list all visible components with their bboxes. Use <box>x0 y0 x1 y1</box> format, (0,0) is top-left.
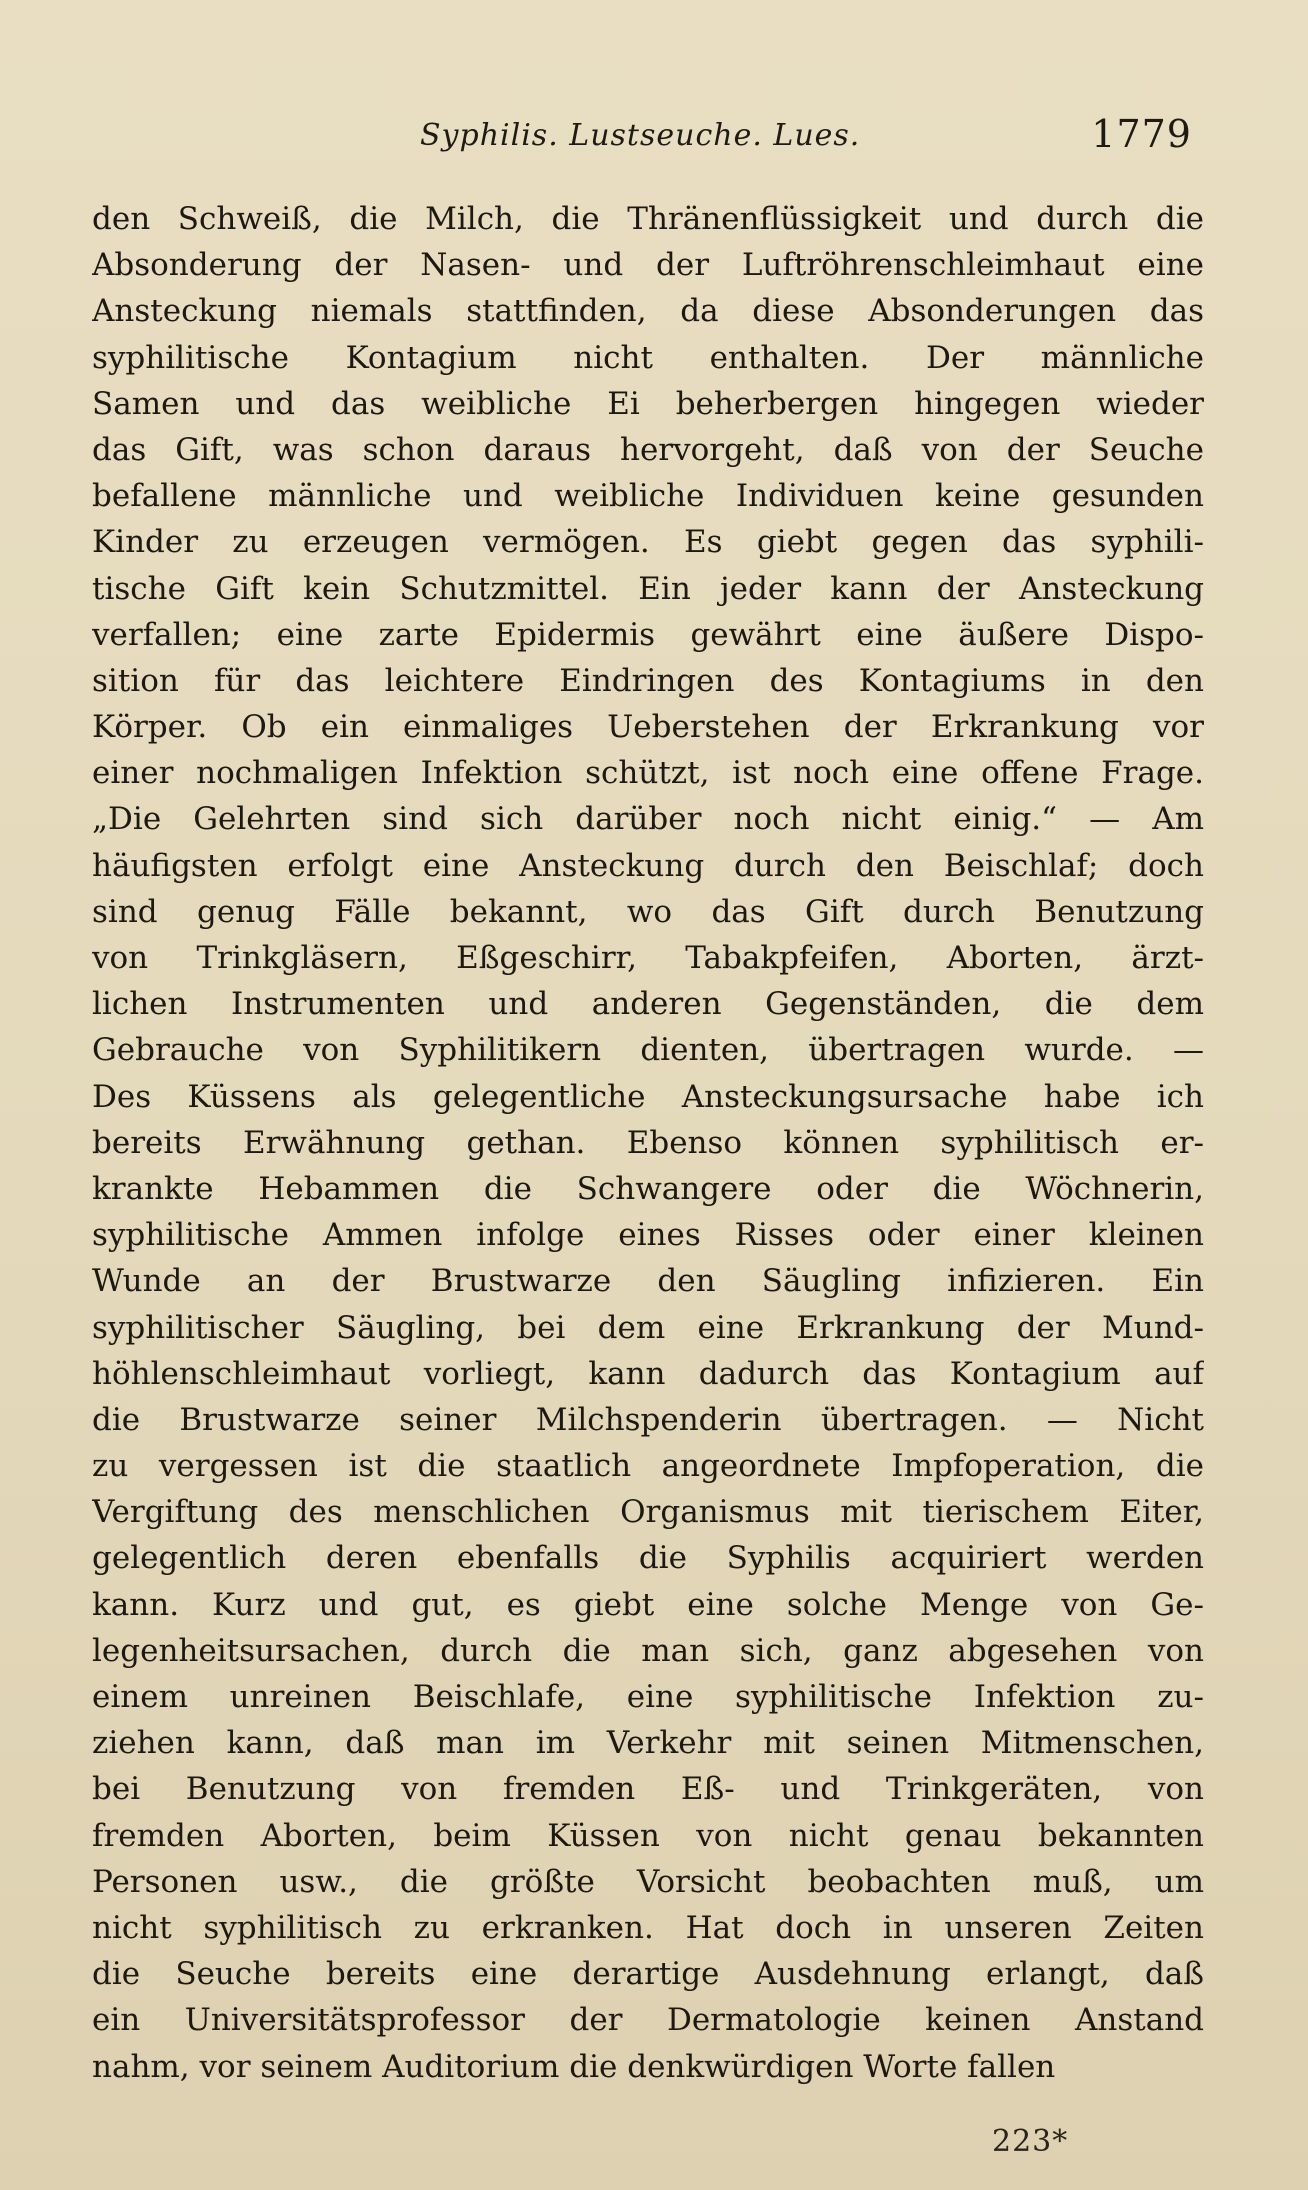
text-line: von Trinkgläsern, Eßgeschirr, Tabakpfeifen, Aborten, ärzt- <box>92 940 1204 976</box>
text-line: höhlenschleimhaut vorliegt, kann dadurch das Kontagium auf <box>92 1355 1204 1392</box>
text-line: syphilitische Kontagium nicht enthalten. Der männliche <box>92 339 1204 376</box>
text-line: zu vergessen ist die staatlich angeordnete Impfoperation, die <box>92 1448 1204 1485</box>
text-line: krankte Hebammen die Schwangere oder die Wöchnerin, <box>92 1170 1204 1207</box>
text-line: Kinder zu erzeugen vermögen. Es giebt gegen das syphili- <box>92 524 1204 561</box>
text-line: Ansteckung niemals stattfinden, da diese Absonderungen das <box>92 293 1204 330</box>
text-line: bei Benutzung von fremden Eß- und Trinkgeräten, von <box>92 1771 1204 1808</box>
text-line: Samen und das weibliche Ei beherbergen hingegen wieder <box>92 385 1204 422</box>
text-line: nahm, vor seinem Auditorium die denkwürdigen Worte fallen <box>92 2048 1056 2085</box>
text-line: fremden Aborten, beim Küssen von nicht genau bekannten <box>92 1817 1204 1854</box>
text-line: ziehen kann, daß man im Verkehr mit seinen Mitmenschen, <box>92 1725 1204 1762</box>
text-line: Gebrauche von Syphilitikern dienten, übertragen wurde. — <box>92 1032 1204 1069</box>
text-line: verfallen; eine zarte Epidermis gewährt eine äußere Dispo- <box>92 616 1204 653</box>
text-line: die Seuche bereits eine derartige Ausdehnung erlangt, daß <box>92 1956 1204 1993</box>
text-line: den Schweiß, die Milch, die Thränenflüssigkeit und durch die <box>92 201 1204 237</box>
text-line: Wunde an der Brustwarze den Säugling infizieren. Ein <box>92 1263 1204 1300</box>
text-line: Körper. Ob ein einmaliges Ueberstehen der Erkrankung vor <box>92 709 1204 746</box>
text-line: häufigsten erfolgt eine Ansteckung durch den Beischlaf; doch <box>92 847 1204 884</box>
text-line: sition für das leichtere Eindringen des Kontagiums in den <box>92 662 1204 699</box>
body-text <box>92 196 1204 2090</box>
text-line: gelegentlich deren ebenfalls die Syphilis acquiriert werden <box>92 1540 1204 1577</box>
text-line: bereits Erwähnung gethan. Ebenso können syphilitisch er- <box>92 1124 1204 1161</box>
text-line: Absonderung der Nasen- und der Luftröhrenschleimhaut eine <box>92 247 1204 284</box>
text-line: Personen usw., die größte Vorsicht beobachten muß, um <box>92 1863 1204 1900</box>
text-line: Des Küssens als gelegentliche Ansteckungsursache habe ich <box>92 1078 1204 1115</box>
text-line: ein Universitätsprofessor der Dermatologie keinen Anstand <box>92 2002 1204 2039</box>
text-line: die Brustwarze seiner Milchspenderin übertragen. — Nicht <box>92 1401 1204 1438</box>
text-line: das Gift, was schon daraus hervorgeht, daß von der Seuche <box>92 431 1204 468</box>
text-line: kann. Kurz und gut, es giebt eine solche Menge von Ge- <box>92 1586 1204 1623</box>
page-header <box>92 112 1202 172</box>
text-line: legenheitsursachen, durch die man sich, ganz abgesehen von <box>92 1632 1204 1669</box>
text-line: sind genug Fälle bekannt, wo das Gift durch Benutzung <box>92 893 1204 930</box>
text-line: befallene männliche und weibliche Individuen keine gesunden <box>92 478 1204 515</box>
text-line: syphilitische Ammen infolge eines Risses oder einer kleinen <box>92 1217 1204 1254</box>
text-line: Vergiftung des menschlichen Organismus mit tierischem Eiter, <box>92 1494 1204 1531</box>
text-line: einem unreinen Beischlafe, eine syphilitische Infektion zu- <box>92 1679 1204 1715</box>
text-line: nicht syphilitisch zu erkranken. Hat doch in unseren Zeiten <box>92 1909 1204 1946</box>
text-line: einer nochmaligen Infektion schützt, ist noch eine offene Frage. <box>92 755 1204 792</box>
running-head: Syphilis. Lustseuche. Lues. <box>420 118 861 153</box>
text-line: syphilitischer Säugling, bei dem eine Erkrankung der Mund- <box>92 1309 1204 1346</box>
text-line: tische Gift kein Schutzmittel. Ein jeder kann der Ansteckung <box>92 570 1204 607</box>
text-line: lichen Instrumenten und anderen Gegenständen, die dem <box>92 986 1204 1023</box>
signature-mark: 223* <box>992 2124 1069 2159</box>
text-line: „Die Gelehrten sind sich darüber noch nicht einig.“ — Am <box>92 801 1204 838</box>
page-number: 1779 <box>1091 112 1192 156</box>
